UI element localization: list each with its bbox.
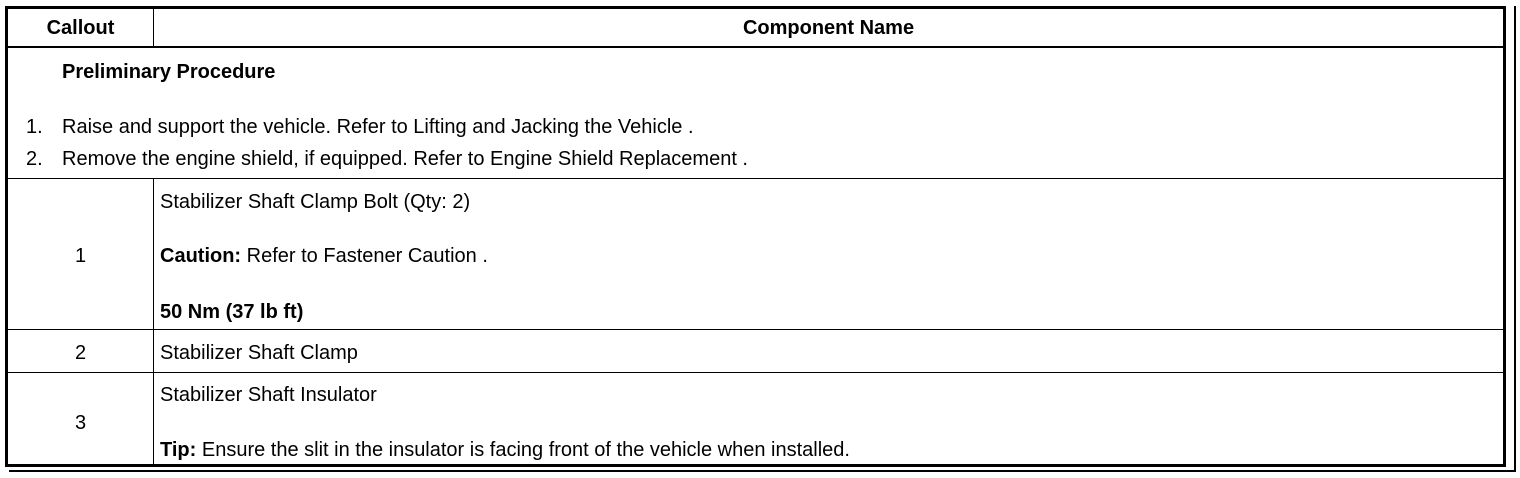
callout-number: 2 (74, 342, 87, 364)
step-number: 2. (26, 148, 43, 170)
tip-label: Tip: (160, 439, 197, 461)
caution-note (160, 244, 488, 268)
header-divider (8, 46, 1503, 48)
header-callout: Callout (46, 17, 115, 39)
column-divider (153, 179, 154, 464)
torque-spec: 50 Nm (37 lb ft) (160, 301, 304, 323)
step-text: Remove the engine shield, if equipped. Refer to Engine Shield Replacement . (62, 148, 748, 170)
component-name: Stabilizer Shaft Clamp (160, 342, 358, 364)
row-divider (8, 329, 1503, 330)
step-number: 1. (26, 116, 43, 138)
tip-text: Ensure the slit in the insulator is facing front of the vehicle when installed. (196, 439, 850, 461)
caution-text: Refer to Fastener Caution . (241, 245, 488, 267)
callout-number: 3 (74, 412, 87, 434)
component-name: Stabilizer Shaft Insulator (160, 384, 377, 406)
callout-number: 1 (74, 245, 87, 267)
row-divider (8, 372, 1503, 373)
preliminary-title: Preliminary Procedure (62, 61, 276, 83)
row-divider (8, 178, 1503, 179)
component-name: Stabilizer Shaft Clamp Bolt (Qty: 2) (160, 191, 471, 213)
tip-note (160, 438, 850, 462)
step-text: Raise and support the vehicle. Refer to Lifting and Jacking the Vehicle . (62, 116, 694, 138)
caution-label: Caution: (160, 245, 242, 267)
header-component-name: Component Name (742, 17, 915, 39)
table-shadow-right (1514, 6, 1516, 471)
table-shadow-bottom (9, 470, 1516, 472)
